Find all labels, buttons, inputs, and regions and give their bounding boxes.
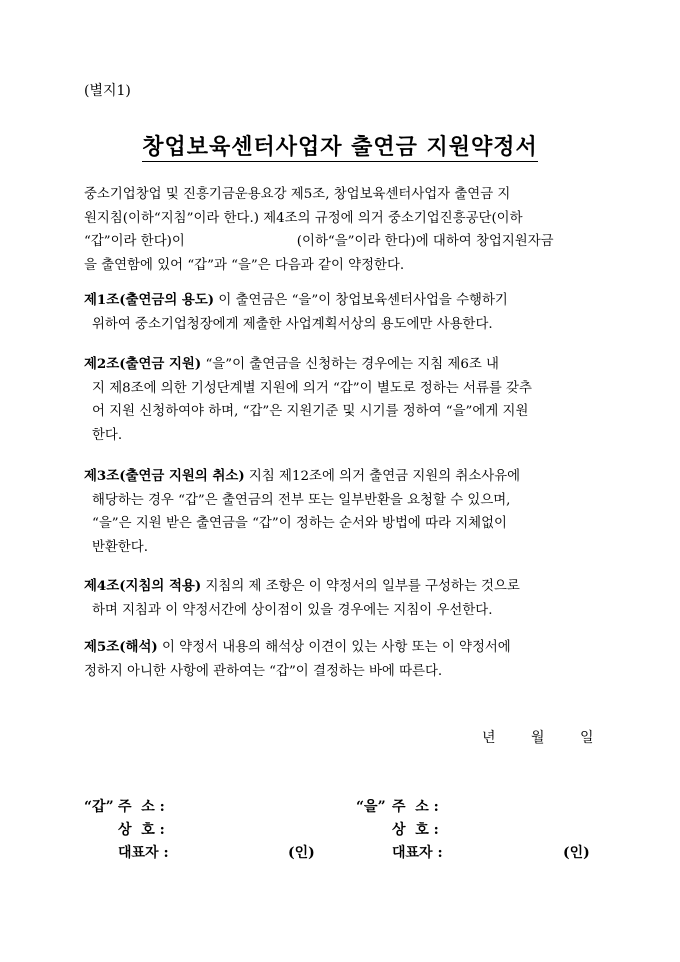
article-3 [84, 465, 596, 559]
document-title [0, 130, 680, 161]
article-heading: 제5조(해석) [84, 639, 158, 655]
article-text: 지침 제12조에 의거 출연금 지원의 취소사유에 [244, 469, 521, 484]
date-day: 일 [580, 730, 594, 746]
document-title-text: 창업보육센터사업자 출연금 지원약정서 [142, 134, 538, 160]
party-b-label: “을” [356, 799, 386, 815]
article-text: 지침의 제 조항은 이 약정서의 일부를 구성하는 것으로 [201, 579, 520, 594]
article-text: 해당하는 경우 “갑”은 출연금의 전부 또는 일부반환을 요청할 수 있으며, [92, 492, 511, 508]
article-text: 이 출연금은 “을”이 창업보육센터사업을 수행하기 [214, 293, 508, 308]
article-1 [84, 289, 596, 336]
party-a-address-label: 주 소 : [118, 799, 165, 815]
article-text: 반환한다. [92, 539, 148, 555]
article-text: 정하지 아니한 사항에 관하여는 “갑”이 결정하는 바에 따른다. [84, 663, 443, 679]
party-b-seal: (인) [563, 845, 590, 861]
intro-party-b: (이하“을”이라 한다)에 대하여 창업지원자금 [296, 234, 554, 249]
party-a-seal: (인) [288, 845, 315, 861]
article-text: “을”은 지원 받은 출연금을 “갑”이 정하는 순서와 방법에 따라 지체없이 [92, 516, 507, 531]
article-heading: 제1조(출연금의 용도) [84, 292, 215, 308]
date-year: 년 [482, 730, 496, 746]
party-b-rep-label: 대표자 : [392, 845, 443, 861]
article-text: 지 제8조에 의한 기성단계별 지원에 의거 “갑”이 별도로 정하는 서류를 갖추 [92, 380, 532, 396]
article-heading: 제2조(출연금 지원) [84, 356, 202, 372]
party-a-label: “갑” [84, 799, 114, 815]
article-heading: 제4조(지침의 적용) [84, 578, 202, 594]
annex-label: (별지1) [84, 83, 131, 99]
article-2 [84, 353, 596, 447]
party-a-rep-label: 대표자 : [118, 845, 169, 861]
article-5 [84, 636, 596, 683]
party-b-company-label: 상 호 : [392, 822, 439, 838]
party-b-address-label: 주 소 : [392, 799, 439, 815]
article-heading: 제3조(출연금 지원의 취소) [84, 468, 245, 484]
party-a-company-label: 상 호 : [118, 822, 165, 838]
article-text: 위하여 중소기업청장에게 제출한 사업계획서상의 용도에만 사용한다. [92, 316, 493, 332]
intro-paragraph [84, 183, 596, 277]
date-month: 월 [531, 730, 545, 746]
article-text: 이 약정서 내용의 해석상 이견이 있는 사항 또는 이 약정서에 [157, 640, 511, 655]
intro-line: 을 출연함에 있어 “갑”과 “을”은 다음과 같이 약정한다. [84, 257, 405, 273]
article-text: “을”이 출연금을 신청하는 경우에는 지침 제6조 내 [201, 357, 499, 372]
article-text: 어 지원 신청하여야 하며, “갑”은 지원기준 및 시기를 정하여 “을”에게 지원 [92, 404, 529, 419]
article-4 [84, 575, 596, 622]
intro-line: 원지침(이하“지침”이라 한다.) 제4조의 규정에 의거 중소기업진흥공단(이하 [84, 210, 523, 226]
intro-line: 중소기업창업 및 진흥기금운용요강 제5조, 창업보육센터사업자 출연금 지 [84, 187, 511, 202]
intro-party-a: “갑”이라 한다)이 [84, 234, 185, 249]
article-text: 하며 지침과 이 약정서간에 상이점이 있을 경우에는 지침이 우선한다. [92, 602, 493, 618]
intro-line [84, 230, 596, 254]
article-text: 한다. [92, 427, 123, 443]
